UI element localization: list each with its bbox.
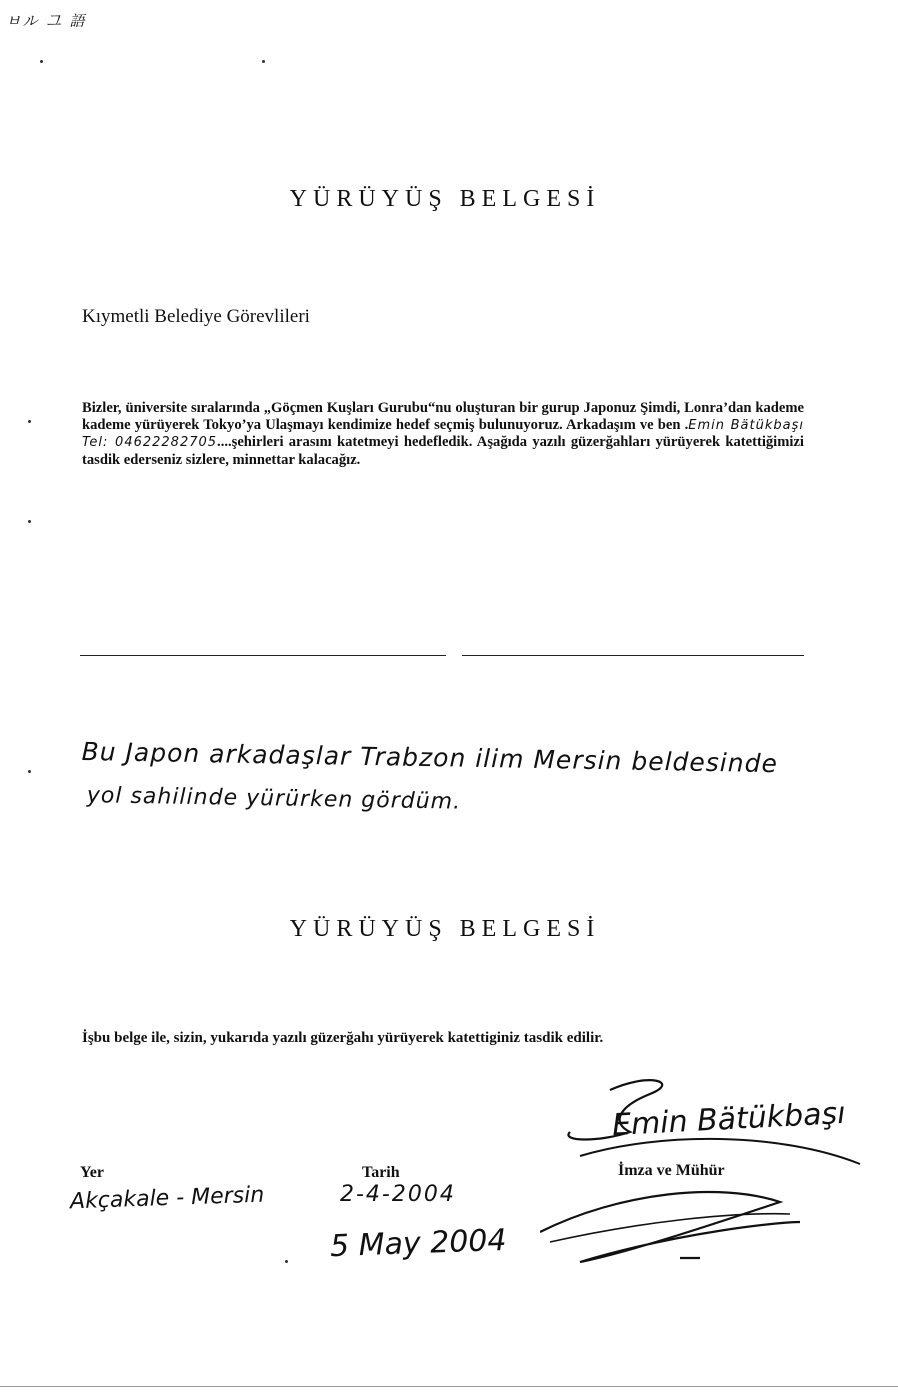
signature-label: İmza ve Mühür	[618, 1162, 725, 1179]
handwritten-note	[80, 730, 881, 832]
scan-edge-line	[0, 1386, 898, 1387]
blank-line-right	[462, 655, 804, 656]
confirmation-text: İşbu belge ile, sizin, yukarıda yazılı güzerğahı yürüyerek katettiginiz tasdik edilir.	[82, 1030, 604, 1046]
document-title: YÜRÜYÜŞ BELGESİ	[289, 186, 601, 212]
signature-scribble	[540, 1072, 898, 1292]
handwritten-note-line-2: yol sahilinde yürürken gördüm.	[86, 783, 462, 815]
scan-speck	[28, 420, 31, 423]
scan-speck	[285, 1260, 288, 1263]
paragraph-part-1: Bizler, üniversite sıralarında „Göçmen Kuşları Gurubu“nu oluşturan bir gurup Japonuz Şimdi, Lonra’dan kademe kademe yürüyerek Tokyo’ya Ulaşmayı kendimize hedef seçmiş bulunuyoruz. Arkadaşım ve ben .	[82, 400, 804, 434]
handwritten-signer-name: Emin Bätükbaşı	[611, 1095, 847, 1144]
corner-handwritten-mark: ㅂル 그 語	[6, 12, 87, 30]
paragraph-part-2: ....şehirleri arasını katetmeyi hedefledik. Aşağıda yazılı güzerğahları yürüyerek katettiğimizi tasdik ederseniz sizlere, minnettar kalacağız.	[82, 434, 804, 468]
greeting: Kıymetli Belediye Görevlileri	[82, 306, 310, 327]
handwritten-date-1: 2-4-2004	[340, 1182, 456, 1207]
request-paragraph	[82, 400, 804, 469]
blank-line-left	[80, 655, 446, 656]
scan-speck	[28, 520, 31, 523]
handwritten-note-line-1: Bu Japon arkadaşlar Trabzon ilim Mersin beldesinde	[81, 736, 779, 779]
scan-speck	[28, 770, 31, 773]
date-label: Tarih	[362, 1164, 400, 1181]
scan-speck	[40, 60, 43, 63]
document-title-repeat: YÜRÜYÜŞ BELGESİ	[289, 916, 601, 942]
place-label: Yer	[80, 1164, 104, 1181]
scan-speck	[262, 60, 265, 63]
handwritten-fill-in: Emin Bätükbaşı Tel: 04622282705	[82, 418, 804, 451]
handwritten-place: Akçakale - Mersin	[69, 1182, 265, 1215]
handwritten-date-2: 5 May 2004	[329, 1222, 508, 1265]
